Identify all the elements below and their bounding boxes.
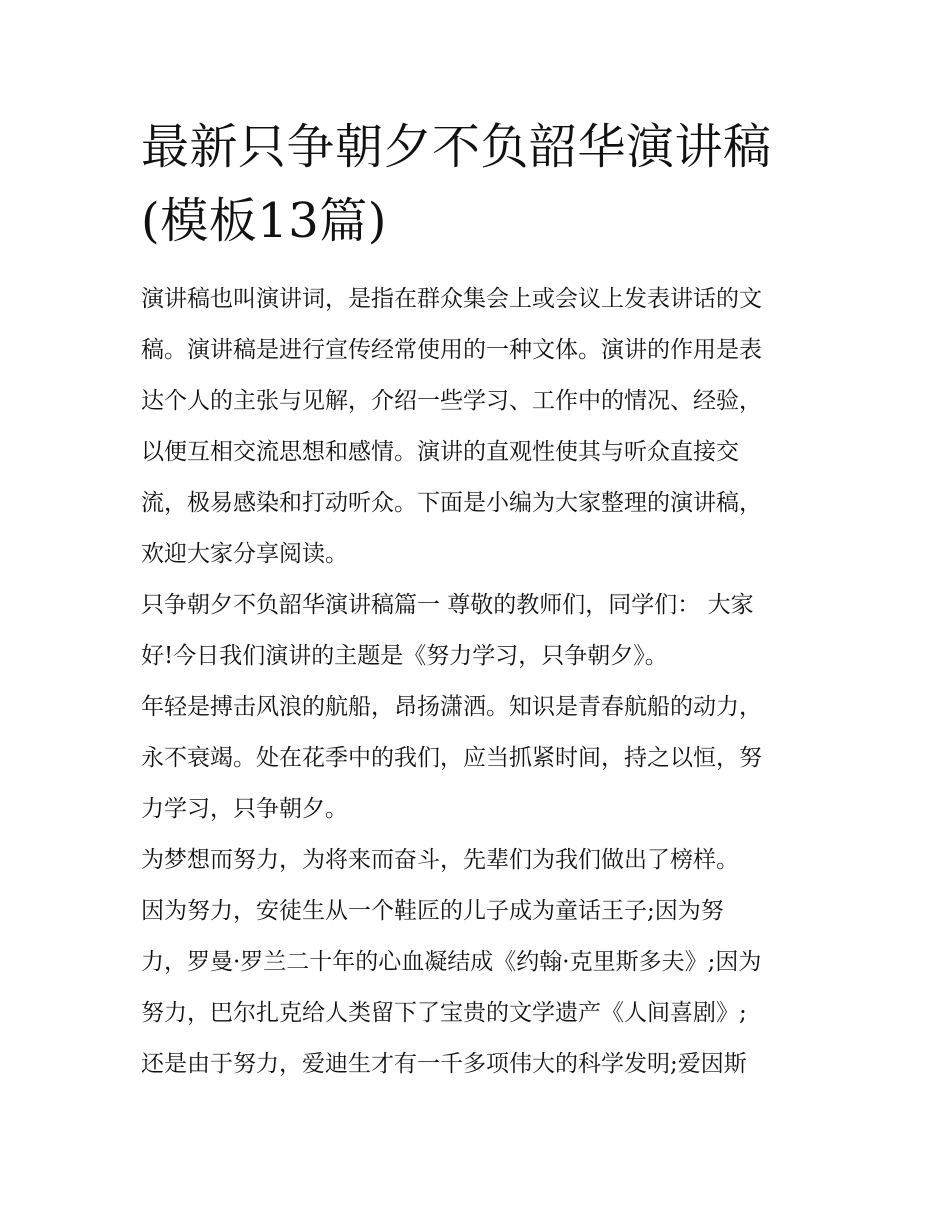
text-line: 力学习，只争朝夕。: [141, 796, 348, 822]
document-title: [141, 110, 813, 258]
text-line: 为梦想而努力，为将来而奋斗，先辈们为我们做出了榜样。: [141, 847, 739, 873]
text-line: 流，极易感染和打动听众。下面是小编为大家整理的演讲稿，: [141, 490, 762, 516]
text-line: 努力，巴尔扎克给人类留下了宝贵的文学遗产《人间喜剧》;: [141, 1000, 747, 1026]
title-line: (模板13篇): [141, 193, 388, 249]
text-line: 好!今日我们演讲的主题是《努力学习，只争朝夕》。: [141, 643, 668, 669]
text-line: 因为努力，安徒生从一个鞋匠的儿子成为童话王子;因为努: [141, 898, 724, 924]
text-line: 力，罗曼·罗兰二十年的心血凝结成《约翰·克里斯多夫》;因为: [141, 949, 762, 975]
paragraph-examples: [141, 835, 813, 1090]
text-line: 年轻是搏击风浪的航船，昂扬潇洒。知识是青春航船的动力，: [141, 694, 762, 720]
document-page: [141, 110, 813, 1090]
text-line: 只争朝夕不负韶华演讲稿篇一 尊敬的教师们，同学们： 大家: [141, 592, 754, 618]
text-line: 还是由于努力，爱迪生才有一千多项伟大的科学发明;爱因斯: [141, 1051, 747, 1077]
text-line: 以便互相交流思想和感情。演讲的直观性使其与听众直接交: [141, 439, 739, 465]
text-line: 稿。演讲稿是进行宣传经常使用的一种文体。演讲的作用是表: [141, 337, 762, 363]
text-line: 永不衰竭。处在花季中的我们，应当抓紧时间，持之以恒，努: [141, 745, 762, 771]
paragraph-youth: [141, 682, 813, 835]
document-body: [141, 274, 813, 1090]
text-line: 达个人的主张与见解，介绍一些学习、工作中的情况、经验，: [141, 388, 762, 414]
title-line: 最新只争朝夕不负韶华演讲稿: [141, 119, 772, 175]
paragraph-greeting: [141, 580, 813, 682]
text-line: 欢迎大家分享阅读。: [141, 541, 348, 567]
text-line: 演讲稿也叫演讲词，是指在群众集会上或会议上发表讲话的文: [141, 286, 762, 312]
paragraph-intro: [141, 274, 813, 580]
